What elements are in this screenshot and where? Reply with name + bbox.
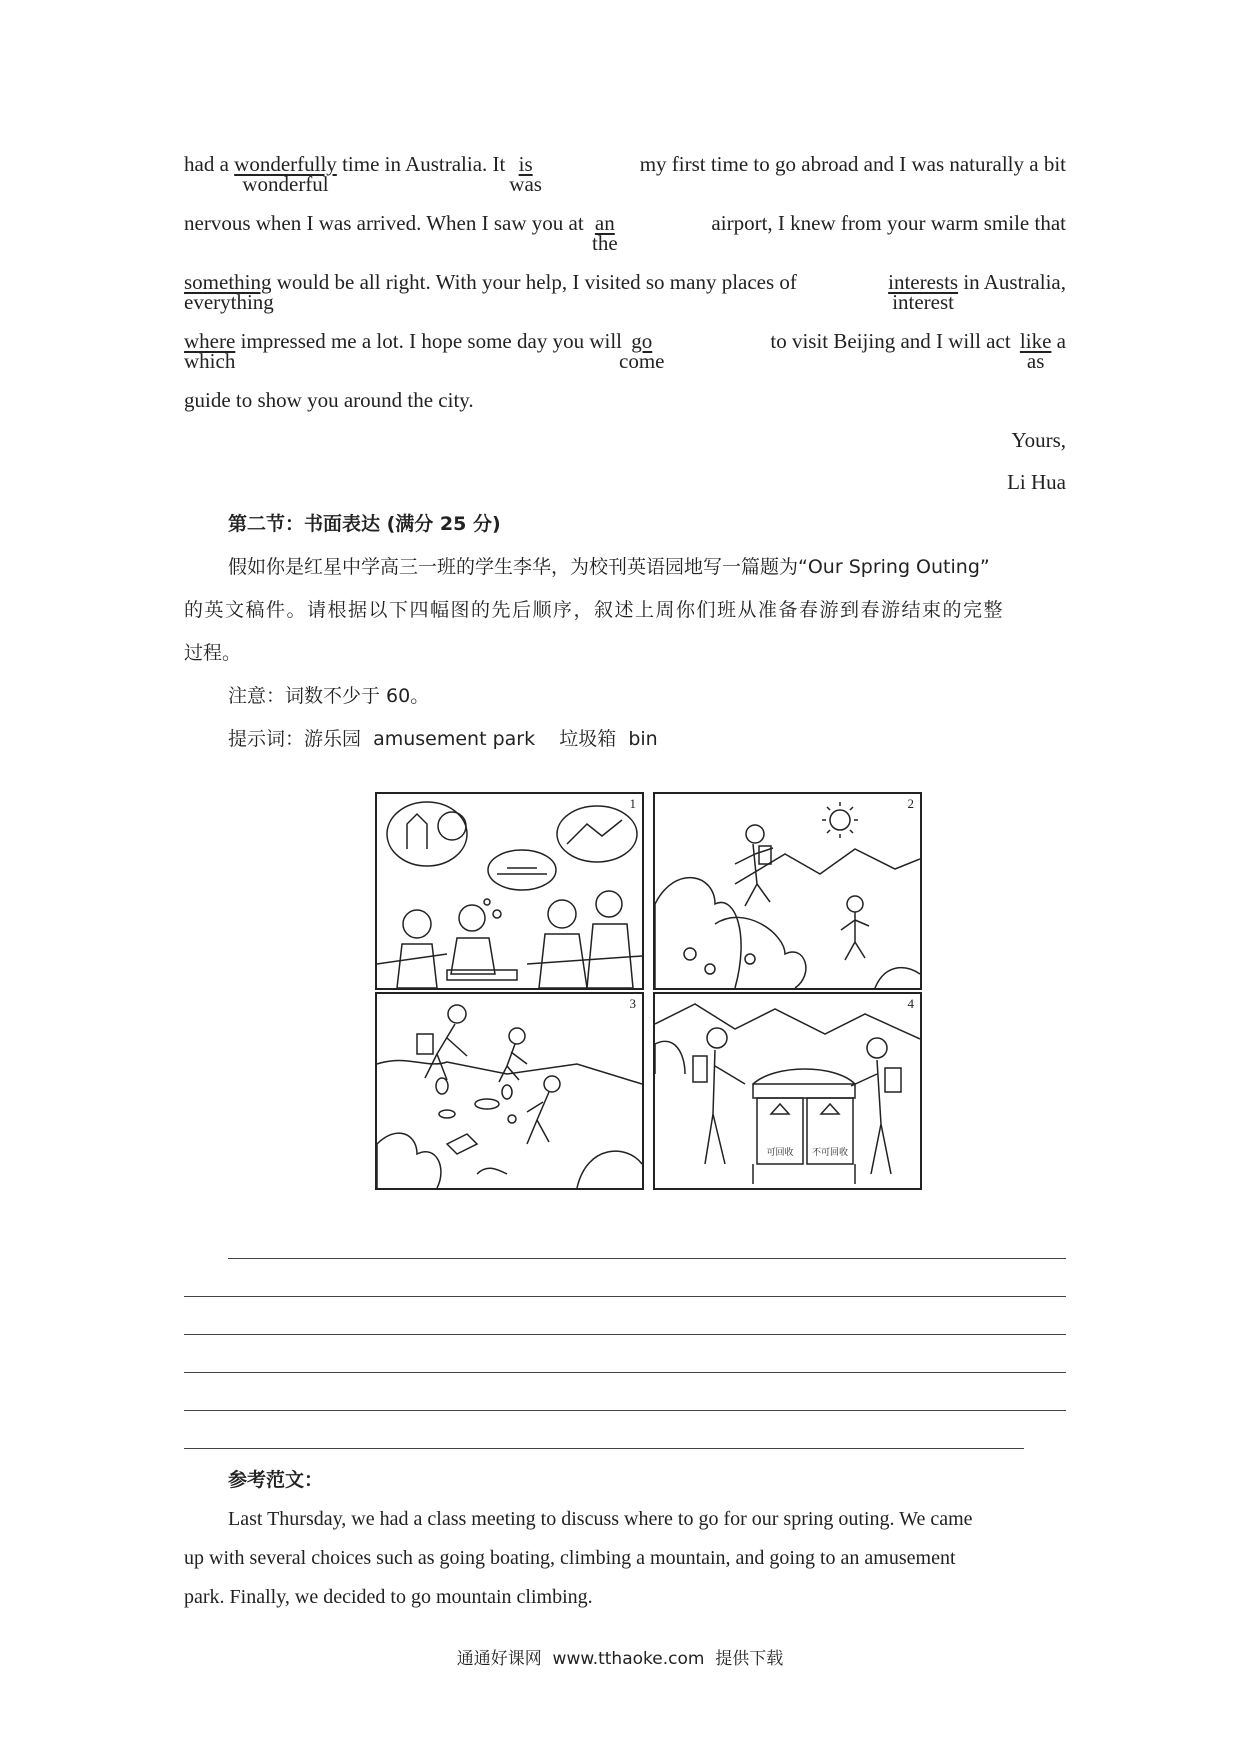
- correction-2: [509, 152, 542, 196]
- task-paragraph-line-3: 过程。: [184, 642, 242, 664]
- section-heading: 第二节：书面表达 (满分 25 分): [228, 513, 501, 535]
- correction-4: [184, 270, 274, 314]
- text: in Australia,: [958, 270, 1066, 294]
- correction-6: [184, 329, 236, 373]
- text: had a: [184, 152, 235, 176]
- text: nervous when I was arrived. When I saw you at: [184, 211, 589, 235]
- corrected-word: the: [591, 231, 618, 255]
- corrected-word: as: [1026, 349, 1045, 373]
- original-word: go: [631, 329, 653, 353]
- task-paragraph-line-2: 的英文稿件。请根据以下四幅图的先后顺序，叙述上周你们班从准备春游到春游结束的完整: [184, 599, 1005, 621]
- picture-panel-4: [653, 992, 922, 1190]
- text: my first time to go abroad and I was naturally a bit: [634, 152, 1066, 176]
- letter-line-5: [184, 388, 1066, 420]
- task-note: 注意：词数不少于 60。: [228, 685, 430, 707]
- letter-signature: Li Hua: [1007, 470, 1066, 494]
- letter-closing: Yours,: [1011, 428, 1066, 452]
- writing-line-3[interactable]: [184, 1334, 1066, 1335]
- original-word: like: [1019, 329, 1052, 353]
- correction-1: [234, 152, 337, 196]
- letter-line-4: [184, 329, 1066, 373]
- corrected-word: everything: [184, 290, 274, 314]
- picture-panel-3: [375, 992, 644, 1190]
- original-word: something: [184, 270, 272, 294]
- original-word: is: [518, 152, 533, 176]
- mountain-climbing-illustration: [655, 794, 920, 988]
- correction-8: [1019, 329, 1052, 373]
- corrected-word: come: [619, 349, 665, 373]
- class-meeting-illustration: [377, 794, 642, 988]
- text: would be all right. With your help, I visited so many places of: [271, 270, 803, 294]
- text: guide to show you around the city.: [184, 388, 474, 412]
- picture-panel-2: [653, 792, 922, 990]
- panel-number: 4: [907, 996, 914, 1011]
- original-word: an: [594, 211, 615, 235]
- corrected-word: which: [184, 349, 236, 373]
- text: to visit Beijing and I will act: [765, 329, 1016, 353]
- text: impressed me a lot. I hope some day you will: [235, 329, 628, 353]
- model-line-2: up with several choices such as going boating, climbing a mountain, and going to an amusement: [184, 1547, 956, 1569]
- text: airport, I knew from your warm smile that: [706, 211, 1066, 235]
- recyclable-bin-label: 可回收: [766, 1148, 794, 1158]
- correction-3: [591, 211, 618, 255]
- writing-line-5[interactable]: [184, 1410, 1066, 1411]
- correction-7: [619, 329, 665, 373]
- original-word: where: [184, 329, 236, 353]
- text: a: [1051, 329, 1066, 353]
- model-line-3: park. Finally, we decided to go mountain climbing.: [184, 1586, 593, 1608]
- original-word: wonderfully: [234, 152, 337, 176]
- text: time in Australia. It: [336, 152, 511, 176]
- correction-5: [888, 270, 959, 314]
- task-hint: 提示词：游乐园 amusement park 垃圾箱 bin: [228, 728, 658, 750]
- writing-line-2[interactable]: [184, 1296, 1066, 1297]
- original-word: interests: [888, 270, 959, 294]
- corrected-word: interest: [892, 290, 954, 314]
- model-line-1: Last Thursday, we had a class meeting to discuss where to go for our spring outing. We came: [228, 1508, 973, 1530]
- picture-panel-1: [375, 792, 644, 990]
- corrected-word: wonderful: [242, 172, 329, 196]
- corrected-word: was: [509, 172, 542, 196]
- page-footer: 通通好课网 www.tthaoke.com 提供下载: [456, 1649, 784, 1669]
- writing-line-1[interactable]: [228, 1258, 1066, 1259]
- panel-number: 1: [629, 796, 636, 811]
- letter-line-2: [184, 211, 1066, 255]
- panel-number: 2: [907, 796, 914, 811]
- picking-up-litter-illustration: [377, 994, 642, 1188]
- litter-bins-illustration: [655, 994, 920, 1188]
- writing-line-6[interactable]: [184, 1448, 1024, 1449]
- writing-line-4[interactable]: [184, 1372, 1066, 1373]
- letter-line-3: [184, 270, 1066, 314]
- model-heading: 参考范文：: [228, 1469, 324, 1491]
- non-recyclable-bin-label: 不可回收: [811, 1148, 848, 1158]
- letter-line-1: [184, 152, 1066, 196]
- panel-number: 3: [629, 996, 636, 1011]
- task-paragraph-line-1: 假如你是红星中学高三一班的学生李华，为校刊英语园地写一篇题为“Our Spring Outing”: [228, 556, 990, 578]
